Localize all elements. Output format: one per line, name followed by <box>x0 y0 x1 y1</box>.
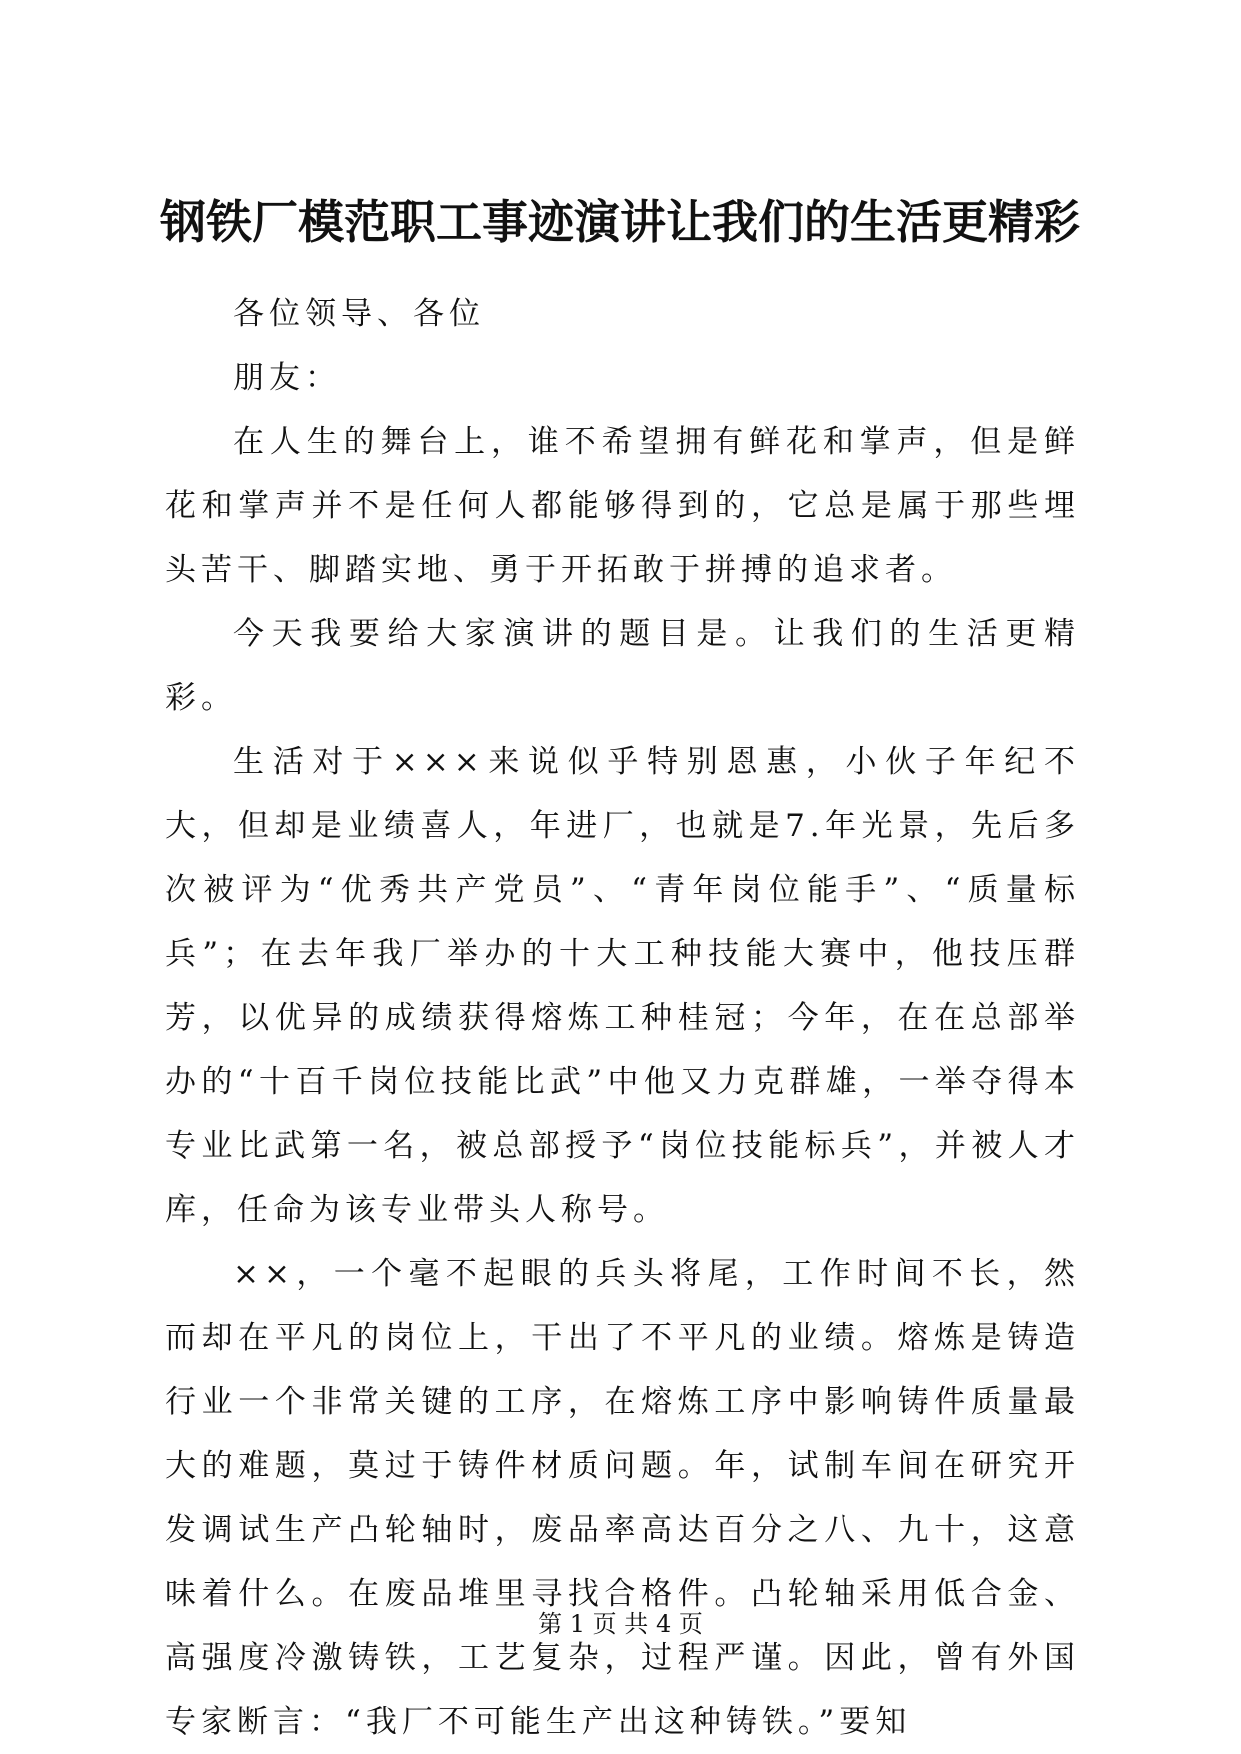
paragraph-topic: 今天我要给大家演讲的题目是。让我们的生活更精彩。 <box>165 616 1080 716</box>
paragraph-greeting-2: 朋友： <box>233 360 341 396</box>
paragraph-greeting-1: 各位领导、各位 <box>233 296 485 332</box>
document-title: 钢铁厂模范职工事迹演讲让我们的生活更精彩 <box>160 195 1080 249</box>
page-number-footer: 第 1 页 共 4 页 <box>538 1610 703 1638</box>
paragraph-intro: 在人生的舞台上，谁不希望拥有鲜花和掌声，但是鲜花和掌声并不是任何人都能够得到的，它总是属于那些埋头苦干、脚踏实地、勇于开拓敢于拼搏的追求者。 <box>165 424 1080 588</box>
paragraph-story: ××，一个毫不起眼的兵头将尾，工作时间不长，然而却在平凡的岗位上，干出了不平凡的业绩。熔炼是铸造行业一个非常关键的工序，在熔炼工序中影响铸件质量最大的难题，莫过于铸件材质问题。年，试制车间在研究开发调试生产凸轮轴时，废品率高达百分之八、九十，这意味着什么。在废品堆里寻找合格件。凸轮轴采用低合金、高强度冷激铸铁，工艺复杂，过程严谨。因此，曾有外国专家断言：“我厂不可能生产出这种铸铁。”要知 <box>165 1256 1080 1740</box>
document-body <box>165 282 1080 1754</box>
paragraph-achievements: 生活对于×××来说似乎特别恩惠，小伙子年纪不大，但却是业绩喜人，年进厂，也就是7.年光景，先后多次被评为“优秀共产党员”、“青年岗位能手”、“质量标兵”；在去年我厂举办的十大工种技能大赛中，他技压群芳，以优异的成绩获得熔炼工种桂冠；今年，在在总部举办的“十百千岗位技能比武”中他又力克群雄，一举夺得本专业比武第一名，被总部授予“岗位技能标兵”，并被人才库，任命为该专业带头人称号。 <box>165 744 1080 1228</box>
